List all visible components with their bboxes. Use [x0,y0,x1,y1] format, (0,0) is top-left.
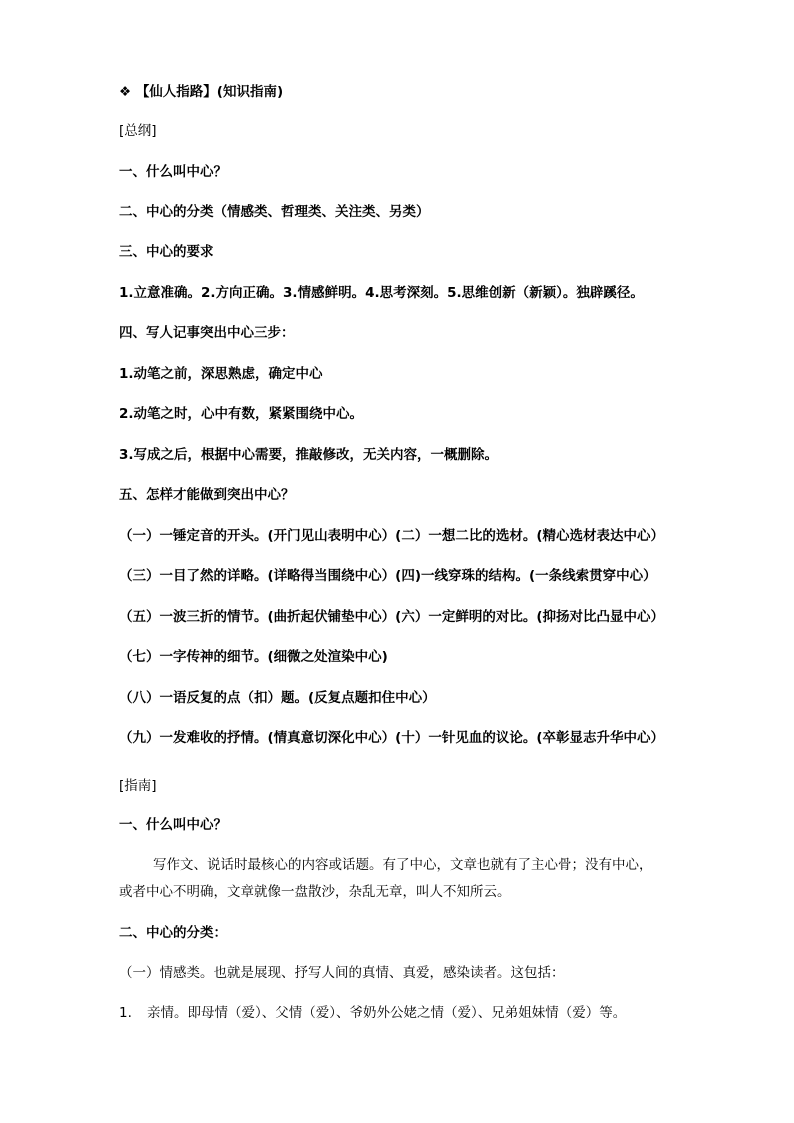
method-item: （七）一字传神的细节。(细微之处渲染中心) [119,649,388,665]
step-item: 3.写成之后，根据中心需要，推敲修改，无关内容，一概删除。 [119,447,499,463]
list-item-number: 1. [119,1005,132,1021]
section-label-guide: [指南] [119,778,157,794]
guide-question-2: 二、中心的分类： [119,925,227,941]
category-heading: （一）情感类。也就是展现、抒写人间的真情、真爱，感染读者。这包括： [119,965,565,981]
section-label-outline: [总纲] [119,123,157,139]
guide-paragraph-line: 写作文、说话时最核心的内容或话题。有了中心，文章也就有了主心骨；没有中心， [153,857,653,873]
guide-question-1: 一、什么叫中心？ [119,817,227,833]
method-item: （九）一发难收的抒情。(情真意切深化中心）(十）一针见血的议论。(卒彰显志升华中心） [119,730,665,746]
step-item: 2.动笔之时，心中有数，紧紧围绕中心。 [119,406,364,422]
heading-text: 【仙人指路】(知识指南) [135,84,284,100]
guide-paragraph-line: 或者中心不明确，文章就像一盘散沙，杂乱无章，叫人不知所云。 [119,884,511,900]
outline-question-4: 四、写人记事突出中心三步： [119,325,295,341]
outline-question-1: 一、什么叫中心？ [119,164,227,180]
outline-question-2: 二、中心的分类（情感类、哲理类、关注类、另类） [119,204,430,220]
method-item: （五）一波三折的情节。(曲折起伏铺垫中心）(六）一定鲜明的对比。(抑扬对比凸显中心） [119,609,665,625]
method-item: （三）一目了然的详略。(详略得当围绕中心）(四)一线穿珠的结构。(一条线索贯穿中心） [119,568,657,584]
outline-question-5: 五、怎样才能做到突出中心？ [119,487,295,503]
outline-question-3: 三、中心的要求 [119,244,214,260]
diamond-bullet-icon: ❖ [119,84,132,100]
list-item-text: 亲情。即母情（爱）、父情（爱）、爷奶外公姥之情（爱）、兄弟姐妹情（爱）等。 [147,1005,627,1021]
method-item: （八）一语反复的点（扣）题。(反复点题扣住中心） [119,690,436,706]
page-heading [119,83,283,101]
requirements-text: 1.立意准确。2.方向正确。3.情感鲜明。4.思考深刻。5.思维创新（新颖）。独辟蹊径。 [119,285,644,301]
method-item: （一）一锤定音的开头。(开门见山表明中心）(二）一想二比的选材。(精心选材表达中心） [119,528,665,544]
step-item: 1.动笔之前，深思熟虑，确定中心 [119,366,323,382]
